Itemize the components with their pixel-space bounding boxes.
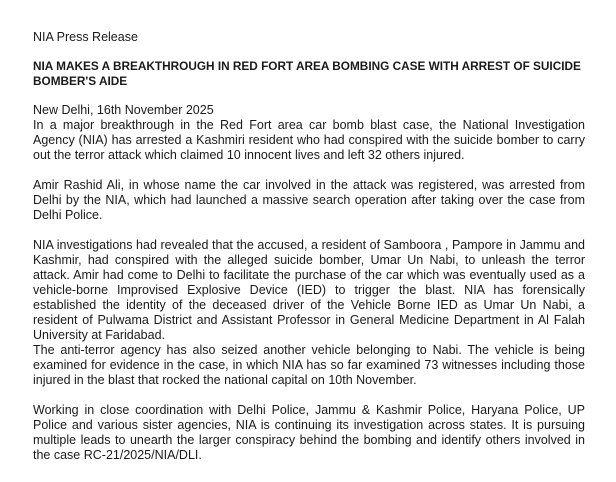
dateline: New Delhi, 16th November 2025 [33,103,214,117]
paragraph-3: NIA investigations had revealed that the accused, a resident of Samboora , Pampore in Jammu and Kashmir, had conspired with the alleged suicide bomber, Umar Un Nabi, to unleash the terror attack. Amir had come to Delhi to facilitate the purchase of the car which was eventually used as a vehicle-borne Improvised Explosive Device (IED) to trigger the blast. NIA has forensically established the identity of the deceased driver of the Vehicle Borne IED as Umar Un Nabi, a resident of Pulwama District and Assistant Professor in General Medicine Department in Al Falah University at Faridabad. [33,238,585,342]
paragraph-1: In a major breakthrough in the Red Fort area car bomb blast case, the National Investigation Agency (NIA) has arrested a Kashmiri resident who had conspired with the suicide bomber to carry out the terror attack which claimed 10 innocent lives and left 32 others injured. [33,118,585,162]
document-header: NIA Press Release [33,30,138,44]
press-release-document [33,30,585,463]
paragraph-4: The anti-terror agency has also seized another vehicle belonging to Nabi. The vehicle is being examined for evidence in the case, in which NIA has so far examined 73 witnesses including those injured in the blast that rocked the national capital on 10th November. [33,343,585,387]
paragraph-5: Working in close coordination with Delhi Police, Jammu & Kashmir Police, Haryana Police, UP Police and various sister agencies, NIA is continuing its investigation across states. It is pursuing multiple leads to unearth the larger conspiracy behind the bombing and identify others involved in the case RC-21/2025/NIA/DLI. [33,403,585,462]
headline: NIA MAKES A BREAKTHROUGH IN RED FORT AREA BOMBING CASE WITH ARREST OF SUICIDE BOMBER'S AIDE [33,59,581,88]
paragraph-2: Amir Rashid Ali, in whose name the car involved in the attack was registered, was arrested from Delhi by the NIA, which had launched a massive search operation after taking over the case from Delhi Police. [33,178,585,222]
